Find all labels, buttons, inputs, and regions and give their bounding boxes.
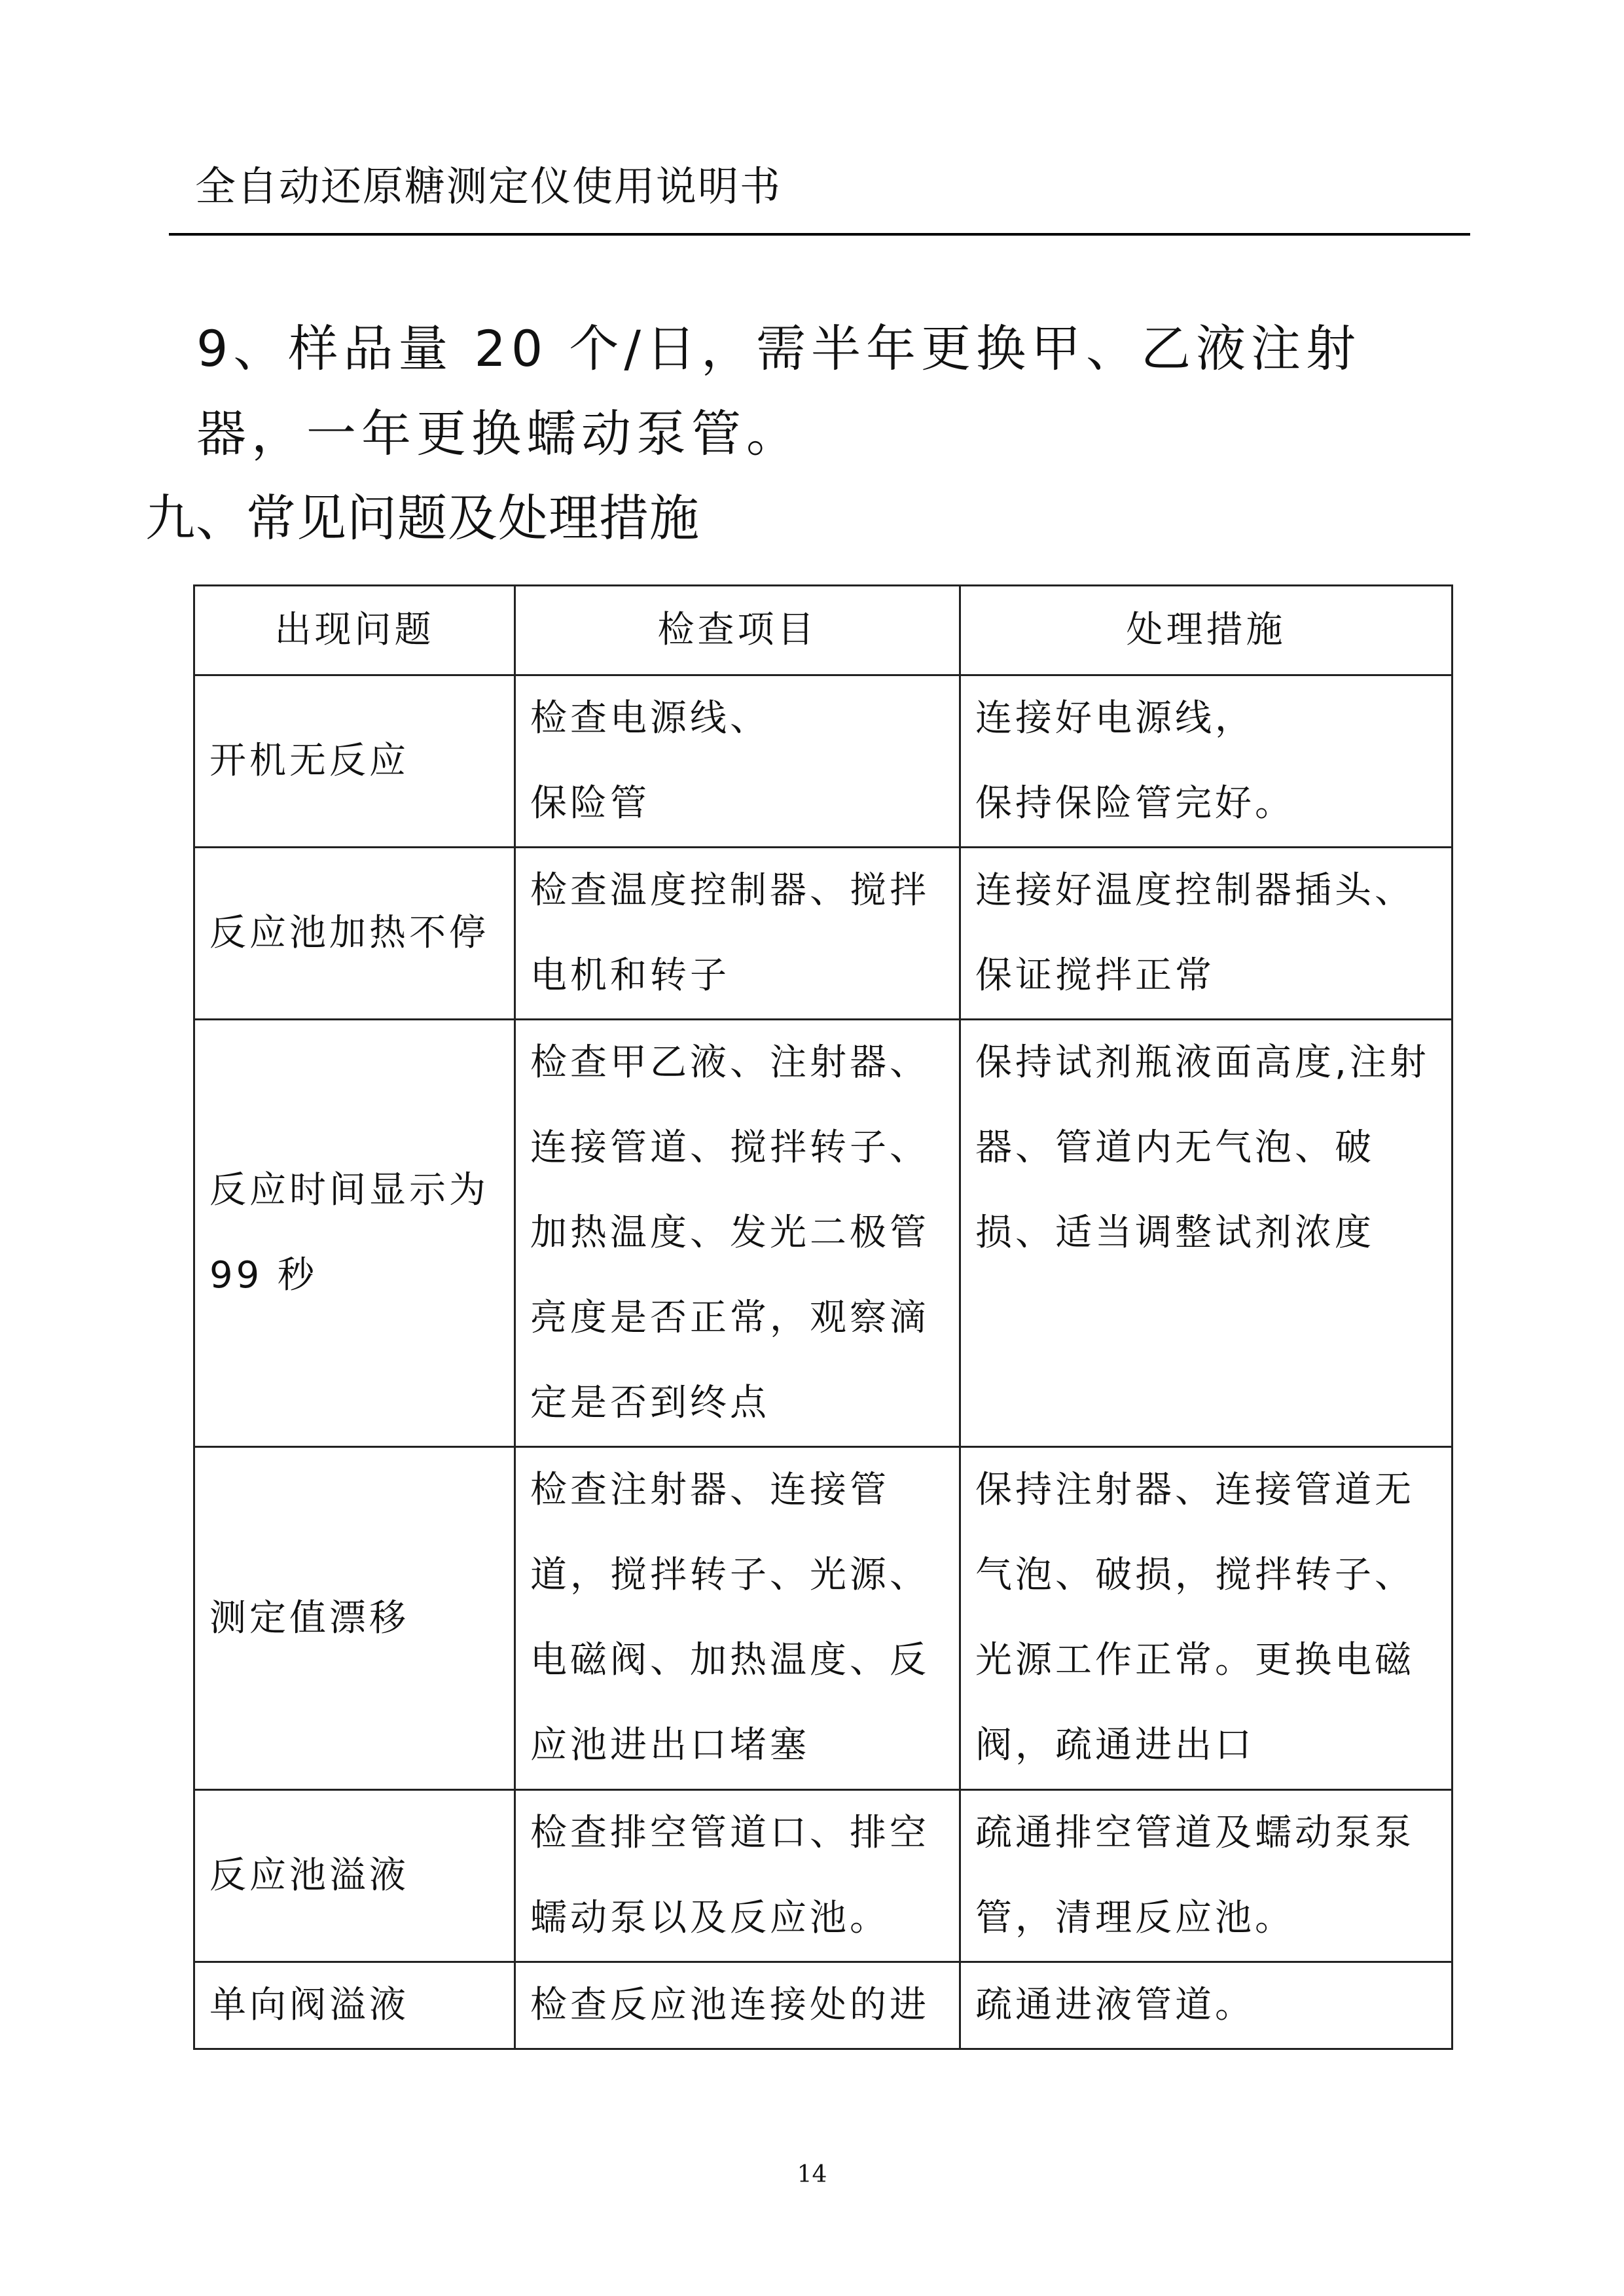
intro-paragraph: 9、样品量 20 个/日，需半年更换甲、乙液注射器，一年更换蠕动泵管。 xyxy=(196,319,1361,463)
problem-cell: 反应时间显示为 99 秒 xyxy=(194,1020,515,1447)
measure-cell: 连接好电源线， 保持保险管完好。 xyxy=(960,675,1453,848)
problem-cell: 单向阀溢液 xyxy=(194,1962,515,2049)
check-cell: 检查注射器、连接管道，搅拌转子、光源、电磁阀、加热温度、反应池进出口堵塞 xyxy=(515,1447,960,1790)
check-cell: 检查排空管道口、排空蠕动泵以及反应池。 xyxy=(515,1790,960,1962)
measure-cell: 疏通排空管道及蠕动泵泵管，清理反应池。 xyxy=(960,1790,1453,1962)
troubleshooting-table xyxy=(193,584,1453,2050)
table-row xyxy=(194,1790,1453,1962)
problem-cell: 测定值漂移 xyxy=(194,1447,515,1790)
check-cell: 检查甲乙液、注射器、连接管道、搅拌转子、加热温度、发光二极管亮度是否正常，观察滴定是否到终点 xyxy=(515,1020,960,1447)
header-measure: 处理措施 xyxy=(960,586,1453,675)
section-heading: 九、常见问题及处理措施 xyxy=(145,489,700,547)
measure-cell: 保持试剂瓶液面高度,注射器、管道内无气泡、破损、适当调整试剂浓度 xyxy=(960,1020,1453,1447)
measure-cell: 保持注射器、连接管道无气泡、破损，搅拌转子、光源工作正常。更换电磁阀，疏通进出口 xyxy=(960,1447,1453,1790)
measure-cell: 连接好温度控制器插头、保证搅拌正常 xyxy=(960,848,1453,1020)
table-row xyxy=(194,1447,1453,1790)
table-row xyxy=(194,1020,1453,1447)
problem-cell: 开机无反应 xyxy=(194,675,515,848)
problem-cell: 反应池加热不停 xyxy=(194,848,515,1020)
header-check: 检查项目 xyxy=(515,586,960,675)
page-number: 14 xyxy=(797,2161,827,2188)
document-title: 全自动还原糖测定仪使用说明书 xyxy=(195,162,782,210)
header-divider xyxy=(169,233,1470,236)
table-row xyxy=(194,675,1453,848)
check-cell: 检查电源线、 保险管 xyxy=(515,675,960,848)
table-header-row xyxy=(194,586,1453,675)
problem-cell: 反应池溢液 xyxy=(194,1790,515,1962)
table-row xyxy=(194,848,1453,1020)
header-problem: 出现问题 xyxy=(194,586,515,675)
check-cell: 检查温度控制器、搅拌电机和转子 xyxy=(515,848,960,1020)
measure-cell: 疏通进液管道。 xyxy=(960,1962,1453,2049)
check-cell: 检查反应池连接处的进 xyxy=(515,1962,960,2049)
table-row xyxy=(194,1962,1453,2049)
